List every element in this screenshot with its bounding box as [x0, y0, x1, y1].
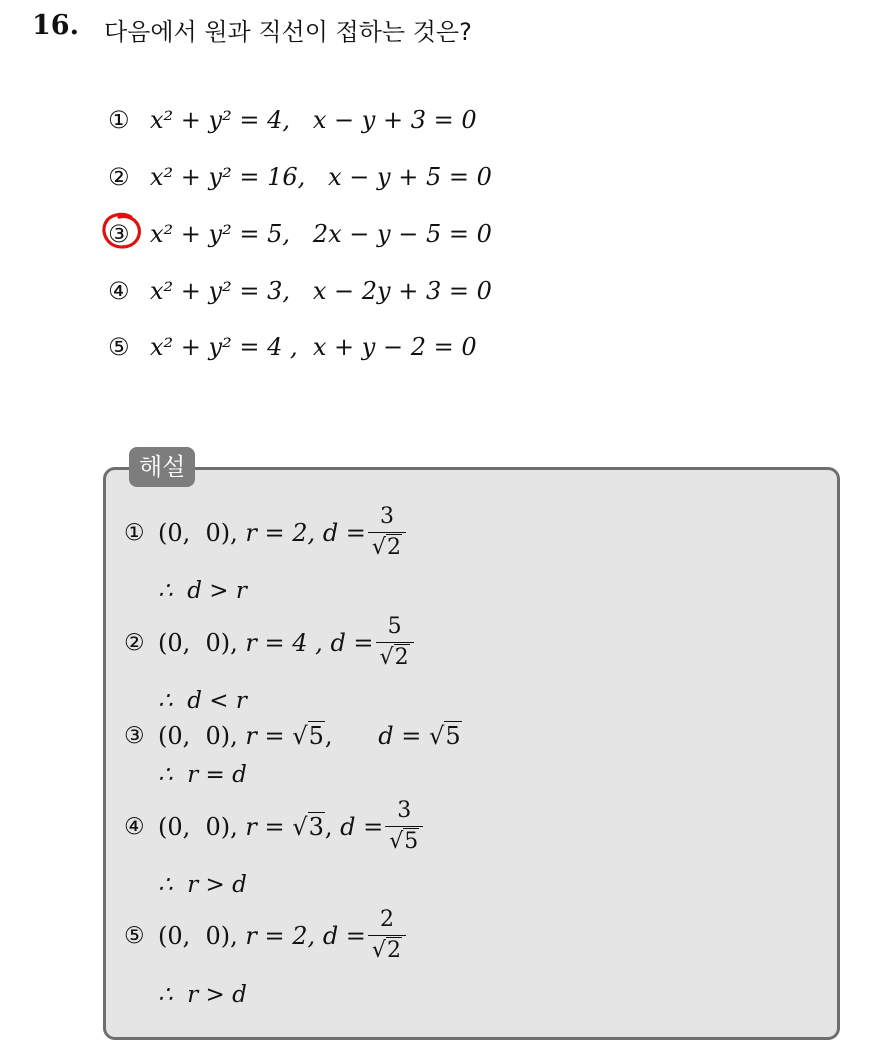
- conclusion-1: ∴ d > r: [158, 578, 247, 604]
- solution-mark: ④: [124, 813, 145, 840]
- choice-mark: ②: [108, 163, 130, 191]
- radius: r =: [245, 812, 285, 841]
- center: (0, 0),: [158, 628, 238, 657]
- numerator: 5: [387, 614, 402, 639]
- numerator: 2: [379, 907, 394, 932]
- center: (0, 0),: [158, 518, 238, 547]
- line-equation: x − y + 5 = 0: [328, 163, 492, 191]
- solution-tag: 해설: [129, 447, 195, 487]
- center: (0, 0),: [158, 722, 238, 750]
- radius: r = 2,: [245, 518, 316, 547]
- denominator: √2: [371, 938, 401, 963]
- center: (0, 0),: [158, 812, 238, 841]
- choice-mark: ①: [108, 106, 130, 134]
- line-equation: x + y − 2 = 0: [312, 333, 477, 361]
- choice-4[interactable]: [108, 274, 492, 308]
- circle-equation: x² + y² = 4,: [150, 106, 290, 134]
- solution-item-2: [124, 612, 416, 673]
- conclusion-3: ∴ r = d: [158, 762, 247, 788]
- line-equation: x − 2y + 3 = 0: [312, 277, 492, 305]
- line-equation: x − y + 3 = 0: [312, 106, 477, 134]
- choice-mark: ⑤: [108, 333, 130, 361]
- solution-mark: ⑤: [124, 922, 145, 949]
- conclusion-5: ∴ r > d: [158, 982, 247, 1008]
- radius: r = 4 ,: [245, 628, 323, 657]
- distance-sqrt: √5: [429, 722, 461, 750]
- solution-mark: ①: [124, 519, 145, 546]
- numerator: 3: [397, 798, 412, 823]
- choice-mark: ③: [108, 220, 130, 248]
- denominator: √2: [371, 535, 401, 560]
- center: (0, 0),: [158, 921, 238, 950]
- distance-label: d =: [378, 722, 422, 750]
- choice-1[interactable]: [108, 103, 477, 137]
- radius: r =: [245, 722, 285, 750]
- distance-fraction: [368, 502, 406, 563]
- solution-item-3: ③ (0, 0), r = √5 , d = √5: [124, 722, 461, 750]
- choice-3[interactable]: [108, 217, 492, 251]
- distance-fraction: [376, 612, 414, 673]
- radius-sqrt: √5: [292, 722, 324, 750]
- line-equation: 2x − y − 5 = 0: [312, 220, 492, 248]
- solution-mark: ③: [124, 723, 145, 749]
- solution-item-1: [124, 502, 408, 563]
- choice-2[interactable]: [108, 160, 492, 194]
- solution-mark: ②: [124, 629, 145, 656]
- distance-fraction: [368, 905, 406, 966]
- denominator: √5: [389, 829, 419, 854]
- numerator: 3: [379, 504, 394, 529]
- choice-5[interactable]: [108, 330, 477, 364]
- distance-fraction: [385, 796, 423, 857]
- distance-label: d =: [322, 921, 366, 950]
- circle-equation: x² + y² = 5,: [150, 220, 290, 248]
- circle-equation: x² + y² = 4 ,: [150, 333, 298, 361]
- choice-mark: ④: [108, 277, 130, 305]
- radius: r = 2,: [245, 921, 316, 950]
- distance-label: d =: [322, 518, 366, 547]
- question-number: 16.: [32, 10, 79, 41]
- conclusion-2: ∴ d < r: [158, 688, 247, 714]
- denominator: √2: [379, 645, 409, 670]
- question-text: 다음에서 원과 직선이 접하는 것은?: [104, 18, 472, 46]
- distance-label: d =: [340, 812, 384, 841]
- distance-label: d =: [330, 628, 374, 657]
- conclusion-4: ∴ r > d: [158, 872, 247, 898]
- solution-item-4: ④ (0, 0), r = √3 , d = $\frac{3}{√5}$: [124, 796, 425, 857]
- radius-sqrt: √3: [292, 812, 324, 841]
- solution-item-5: [124, 905, 408, 966]
- circle-equation: x² + y² = 3,: [150, 277, 290, 305]
- circle-equation: x² + y² = 16,: [150, 163, 306, 191]
